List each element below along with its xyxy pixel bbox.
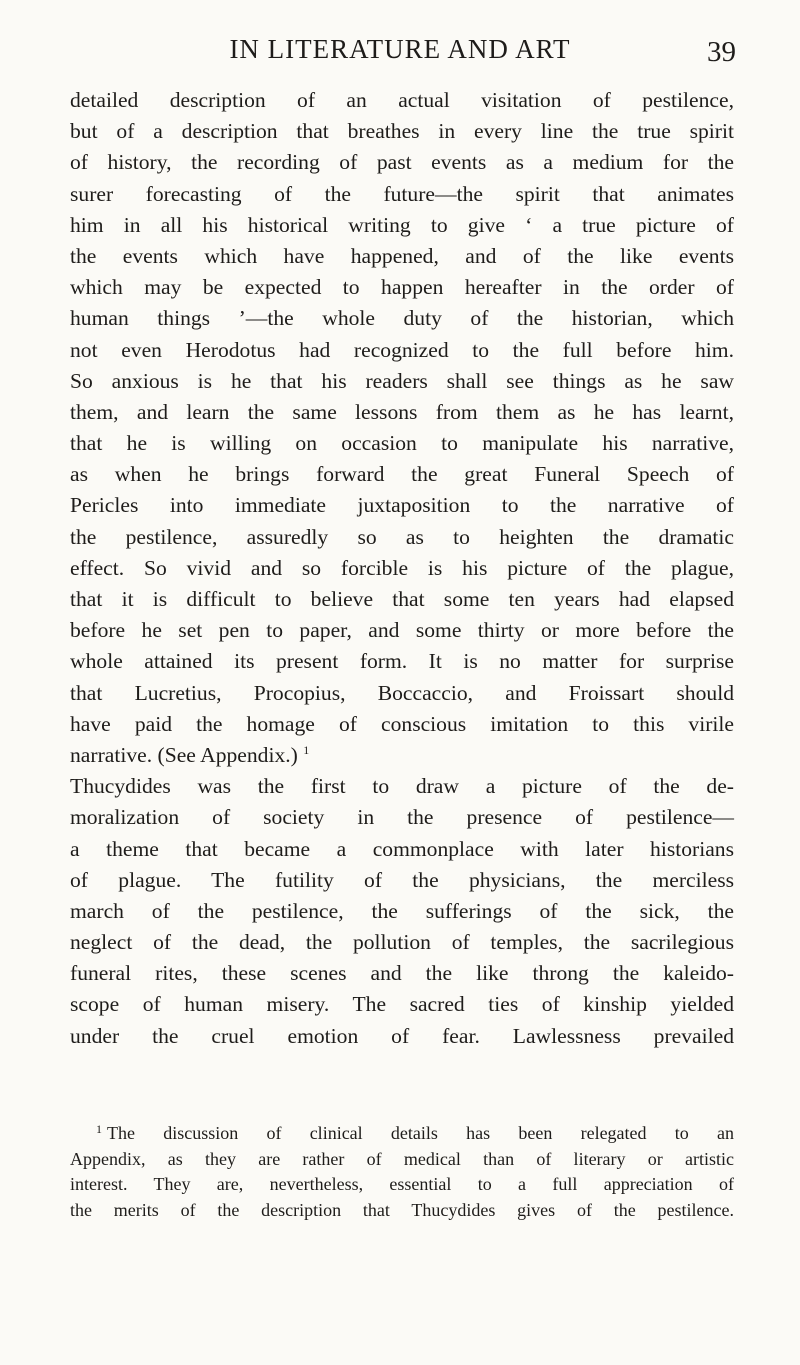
footnote-line — [70, 1121, 734, 1147]
text-line: funeral rites, these scenes and the like throng the kaleido- — [70, 961, 734, 986]
text-line: Pericles into immediate juxtaposition to the narrative of — [70, 493, 734, 518]
page-number: 39 — [707, 36, 736, 68]
running-head: IN LITERATURE AND ART — [229, 34, 571, 64]
footnote-line: Appendix, as they are rather of medical than of literary or artistic — [70, 1148, 734, 1169]
text-line: of history, the recording of past events as a medium for the — [70, 150, 734, 175]
text-line: narrative. (See Appendix.) — [70, 742, 298, 767]
text-line: effect. So vivid and so forcible is his picture of the plague, — [70, 555, 734, 580]
text-line: scope of human misery. The sacred ties of kinship yielded — [70, 992, 734, 1017]
text-line: under the cruel emotion of fear. Lawlessness prevailed — [70, 1023, 734, 1048]
text-line: which may be expected to happen hereafter in the order of — [70, 275, 734, 300]
text-line: neglect of the dead, the pollution of temples, the sacrilegious — [70, 930, 734, 955]
text-line: that Lucretius, Procopius, Boccaccio, and Froissart should — [70, 680, 734, 705]
text-line: not even Herodotus had recognized to the full before him. — [70, 337, 734, 362]
text-line: as when he brings forward the great Funeral Speech of — [70, 462, 734, 487]
page-header — [0, 34, 800, 74]
text-line: a theme that became a commonplace with later historians — [70, 836, 734, 861]
text-line: the pestilence, assuredly so as to heighten the dramatic — [70, 524, 734, 549]
text-line: of plague. The futility of the physicians, the merciless — [70, 867, 734, 892]
footnote — [70, 1121, 734, 1223]
text-line: human things ’—the whole duty of the historian, which — [70, 306, 734, 331]
text-line: have paid the homage of conscious imitation to this virile — [70, 711, 734, 736]
text-line: moralization of society in the presence of pestilence— — [70, 805, 734, 830]
text-line: that he is willing on occasion to manipulate his narrative, — [70, 431, 734, 456]
text-line: Thucydides was the first to draw a picture of the de- — [70, 774, 734, 799]
text-line: detailed description of an actual visitation of pestilence, — [70, 88, 734, 112]
text-line: him in all his historical writing to give ‘ a true picture of — [70, 212, 734, 237]
footnote-line: the merits of the description that Thucydides gives of the pestilence. — [70, 1199, 734, 1220]
text-line: whole attained its present form. It is no matter for surprise — [70, 649, 734, 674]
text-line: them, and learn the same lessons from them as he has learnt, — [70, 399, 734, 424]
text-line: So anxious is he that his readers shall see things as he saw — [70, 368, 734, 393]
text-line: surer forecasting of the future—the spirit that animates — [70, 181, 734, 206]
text-line-with-footnote-ref — [70, 740, 734, 771]
footnote-marker: 1 — [96, 1122, 102, 1136]
footnote-text: The discussion of clinical details has been relegated to an — [107, 1123, 734, 1143]
text-line: the events which have happened, and of the like events — [70, 243, 734, 268]
main-text — [70, 85, 734, 1052]
footnote-line: interest. They are, nevertheless, essential to a full appreciation of — [70, 1174, 734, 1194]
text-line: march of the pestilence, the sufferings of the sick, the — [70, 898, 734, 923]
text-line: but of a description that breathes in every line the true spirit — [70, 119, 734, 144]
text-line: before he set pen to paper, and some thirty or more before the — [70, 618, 734, 643]
footnote-reference[interactable]: 1 — [303, 742, 310, 757]
text-line: that it is difficult to believe that some ten years had elapsed — [70, 587, 734, 611]
